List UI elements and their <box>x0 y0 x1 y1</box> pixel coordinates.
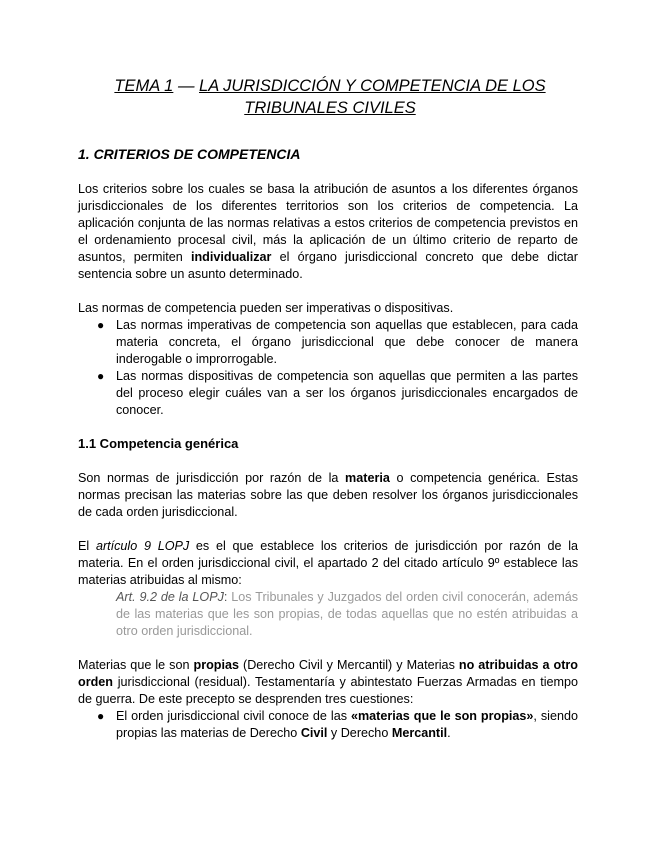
section-heading-criterios: 1. CRITERIOS DE COMPETENCIA <box>78 146 301 162</box>
bullet-icon: ● <box>97 318 105 332</box>
paragraph-materias-propias: Materias que le son propias (Derecho Civil y Mercantil) y Materias no atribuidas a otro orden jurisdiccional (residual). Testamentaría y abintestato Fuerzas Armadas en tiempo de guerra. De este precepto se desprenden tres cuestiones: <box>78 658 579 706</box>
list-item: ● Las normas imperativas de competencia son aquellas que establecen, para cada materia concreta, el órgano jurisdiccional que debe conocer de manera inderogable o improrrogable. <box>97 318 578 366</box>
paragraph-normas: Las normas de competencia pueden ser imperativas o dispositivas. <box>78 301 454 315</box>
quote-art-9-2: Art. 9.2 de la LOPJ: Los Tribunales y Juzgados del orden civil conocerán, además de las materias que les son propias, de todas aquellas que no estén atribuidas a otro orden jurisdiccional. <box>116 590 578 638</box>
title-topic-number: TEMA 1 <box>114 77 174 95</box>
bullet-icon: ● <box>97 709 105 723</box>
paragraph-criterios: Los criterios sobre los cuales se basa la atribución de asuntos a los diferentes órganos jurisdiccionales de los diferentes territorios son los criterios de competencia. La aplicación conjunta de las normas relativas a estos criterios de competencia previstos en el ordenamiento procesal civil, más la aplicación de un último criterio de reparto de asuntos, permiten individualizar el órgano jurisdiccional concreto que debe dictar sentencia sobre un asunto determinado. <box>78 182 578 281</box>
title-dash: — <box>173 77 200 95</box>
list-item: ● Las normas dispositivas de competencia son aquellas que permiten a las partes del proceso elegir cuáles van a ser los órganos jurisdiccionales encargados de conocer. <box>97 369 578 417</box>
document-title <box>78 75 582 119</box>
bullet-icon: ● <box>97 369 105 383</box>
paragraph-articulo-9: El artículo 9 LOPJ es el que establece los criterios de jurisdicción por razón de la materia. En el orden jurisdiccional civil, el apartado 2 del citado artículo 9º establece las materias atribuidas al mismo: <box>78 539 578 587</box>
paragraph-materia: Son normas de jurisdicción por razón de la materia o competencia genérica. Estas normas precisan las materias sobre las que deben resolver los órganos jurisdiccionales de cada orden jurisdiccional. <box>78 471 578 519</box>
list-item: ● El orden jurisdiccional civil conoce de las «materias que le son propias», siendo propias las materias de Derecho Civil y Derecho Mercantil. <box>97 709 578 740</box>
subsection-heading-competencia-generica: 1.1 Competencia genérica <box>78 436 239 451</box>
title-topic-name: LA JURISDICCIÓN Y COMPETENCIA DE LOS TRIBUNALES CIVILES <box>199 77 546 117</box>
